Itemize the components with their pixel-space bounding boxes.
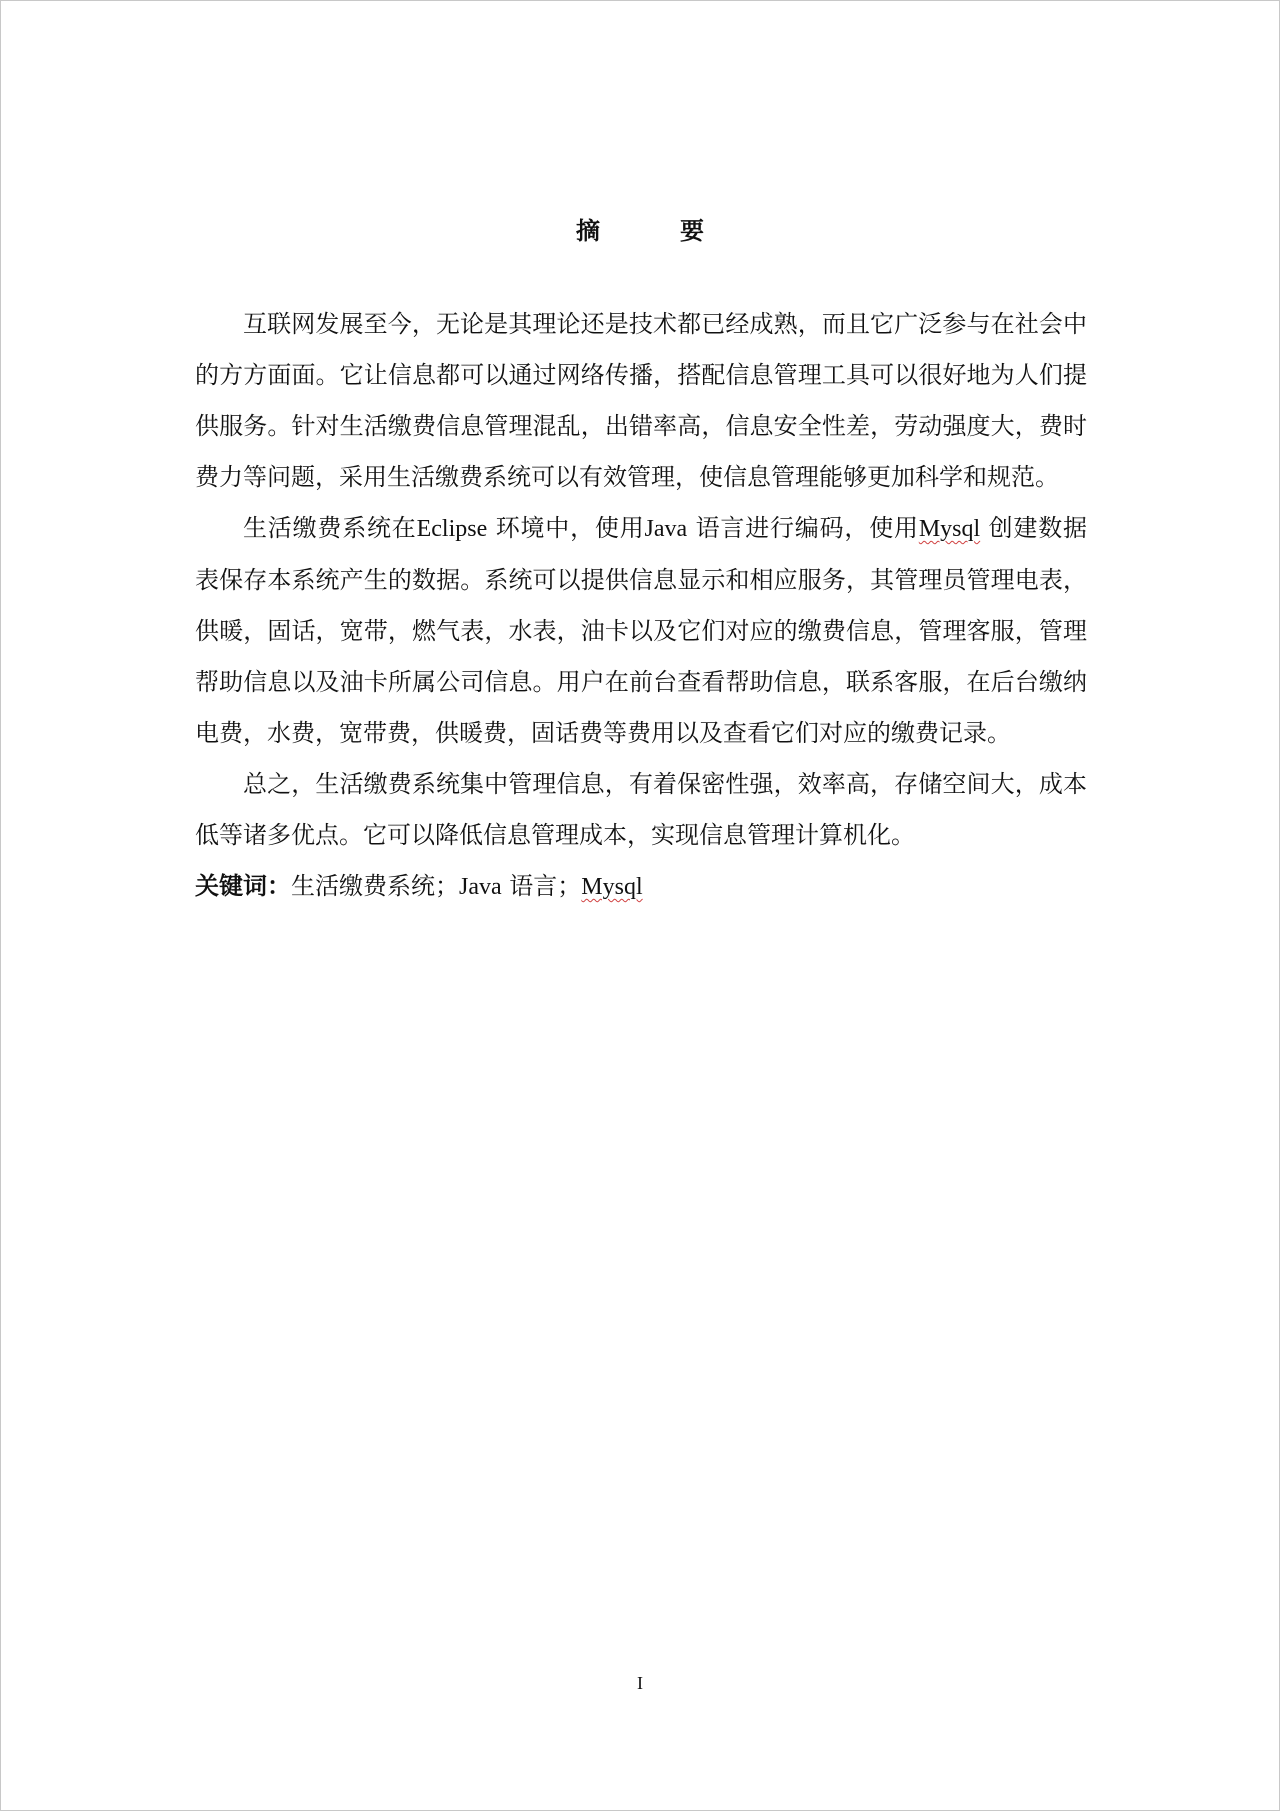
keywords-label: 关键词： (195, 872, 291, 900)
paragraph-2-text-4: 创建数据表保存本系统产生的数据。系统可以提供信息显示和相应服务，其管理员管理电表，供暖，固话，宽带，燃气表，水表，油卡以及它们对应的缴费信息，管理客服，管理帮助信息以及油卡所属公司信息。用户在前台查看帮助信息，联系客服，在后台缴纳电费，水费，宽带费，供暖费，固话费等费用以及查看它们对应的缴费记录。 (195, 514, 1088, 747)
keyword-2-suffix: 语言； (509, 872, 582, 900)
keyword-1: 生活缴费系统； (291, 872, 459, 900)
keywords-line (195, 861, 1087, 913)
java-term: Java (644, 516, 688, 542)
eclipse-term: Eclipse (416, 516, 488, 542)
mysql-term: Mysql (918, 516, 981, 542)
abstract-paragraph-1: 互联网发展至今，无论是其理论还是技术都已经成熟，而且它广泛参与在社会中的方方面面。它让信息都可以通过网络传播，搭配信息管理工具可以很好地为人们提供服务。针对生活缴费信息管理混乱，出错率高，信息安全性差，劳动强度大，费时费力等问题，采用生活缴费系统可以有效管理，使信息管理能够更加科学和规范。 (195, 310, 1087, 491)
abstract-body (195, 299, 1087, 913)
abstract-paragraph-2 (195, 503, 1087, 759)
paragraph-2-text-3: 语言进行编码，使用 (695, 514, 919, 542)
abstract-paragraph-3: 总之，生活缴费系统集中管理信息，有着保密性强，效率高，存储空间大，成本低等诸多优点。它可以降低信息管理成本，实现信息管理计算机化。 (195, 770, 1087, 849)
keyword-3: Mysql (581, 874, 643, 900)
keyword-2: Java (459, 874, 502, 900)
paragraph-2-text-1: 生活缴费系统在 (243, 514, 417, 542)
abstract-title: 摘 要 (576, 216, 732, 245)
page-number: I (637, 1673, 643, 1693)
paragraph-2-text-2: 环境中，使用 (495, 514, 645, 542)
